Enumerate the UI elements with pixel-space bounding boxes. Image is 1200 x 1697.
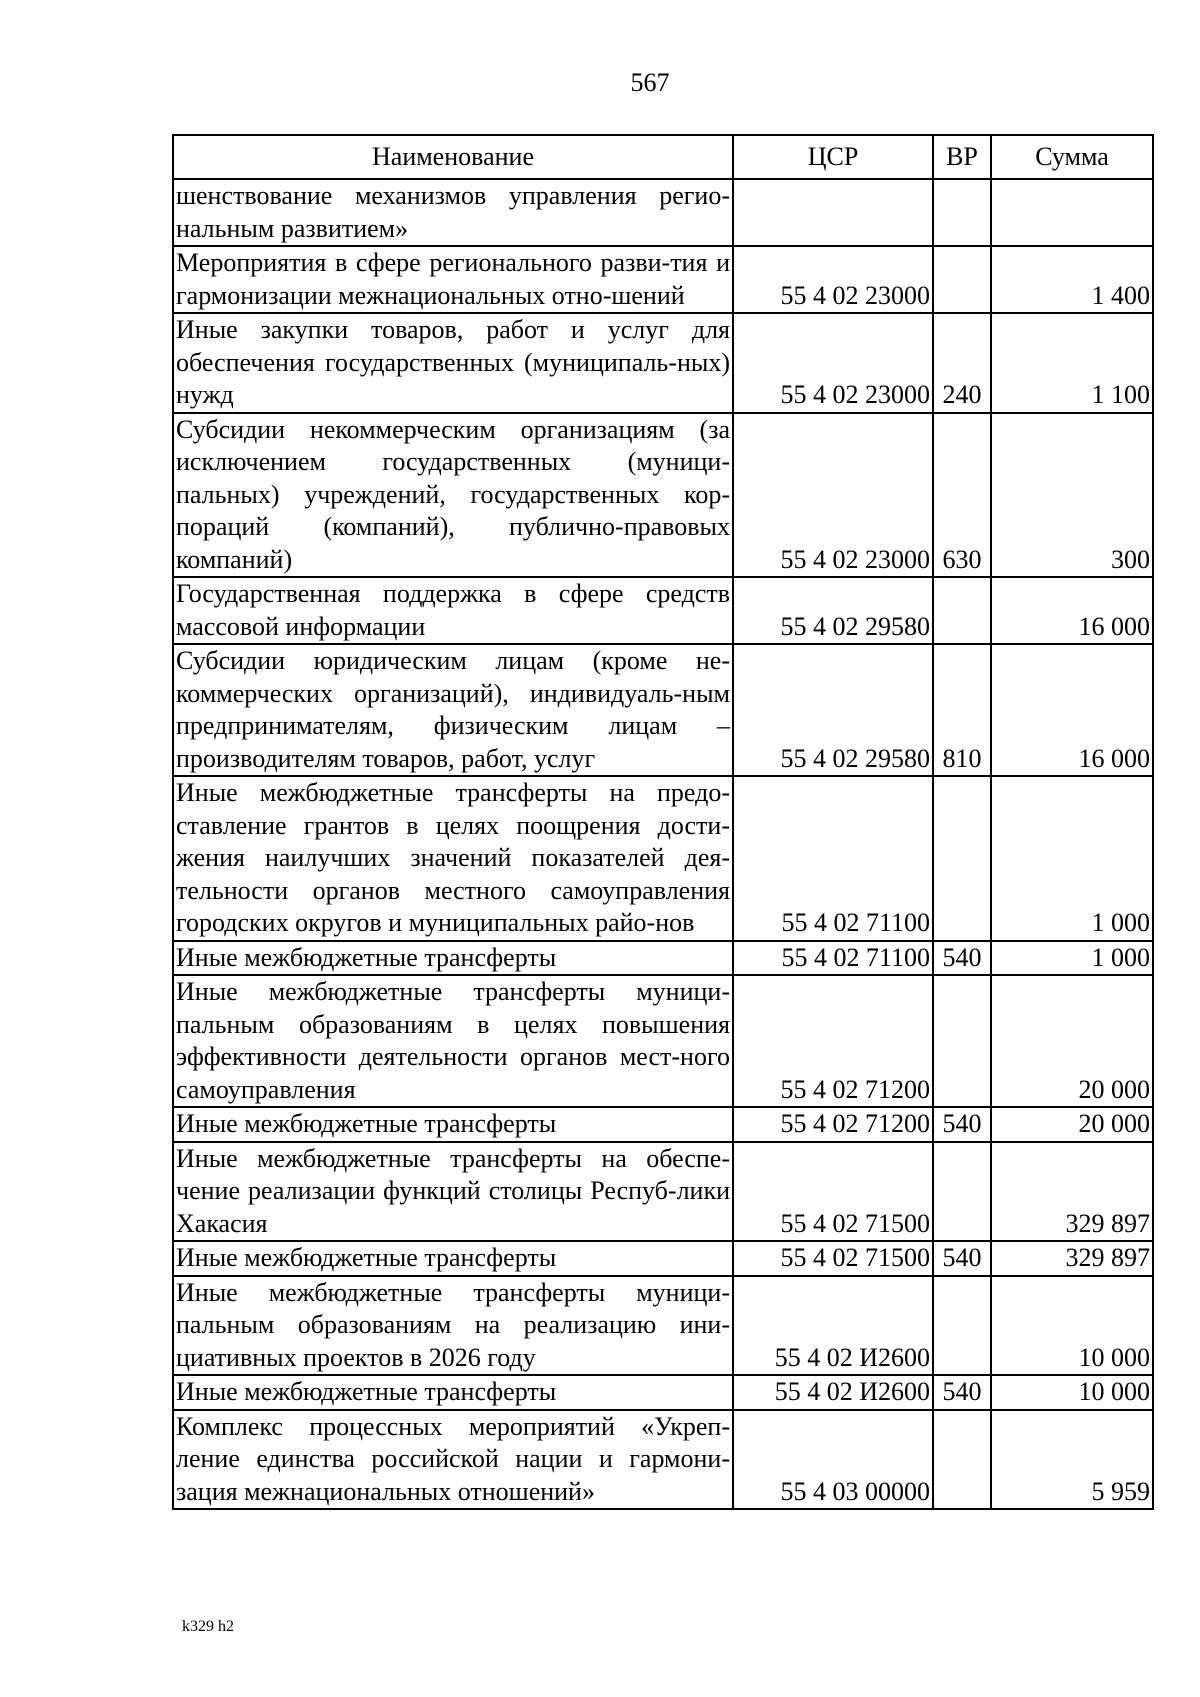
table-row bbox=[173, 1276, 1153, 1376]
row-csr: 55 4 02 И2600 bbox=[733, 1375, 933, 1410]
row-name: Государственная поддержка в сфере средств массовой информации bbox=[173, 577, 733, 644]
header-vr: ВР bbox=[933, 135, 991, 179]
row-csr: 55 4 02 29580 bbox=[733, 644, 933, 776]
row-vr bbox=[933, 246, 991, 313]
row-name: Иные межбюджетные трансферты на предо-ставление грантов в целях поощрения дости-жения наилучших значений показателей дея-тельности органов местного самоуправления городских округов и муниципальных райо-нов bbox=[173, 776, 733, 941]
row-csr: 55 4 03 00000 bbox=[733, 1410, 933, 1510]
row-sum: 329 897 bbox=[991, 1241, 1153, 1276]
table-header bbox=[173, 135, 1153, 179]
row-sum bbox=[991, 179, 1153, 246]
row-vr bbox=[933, 975, 991, 1107]
table-row bbox=[173, 1410, 1153, 1510]
row-vr: 630 bbox=[933, 413, 991, 578]
row-sum: 16 000 bbox=[991, 577, 1153, 644]
row-csr: 55 4 02 71200 bbox=[733, 975, 933, 1107]
header-sum: Сумма bbox=[991, 135, 1153, 179]
row-sum: 16 000 bbox=[991, 644, 1153, 776]
table-row bbox=[173, 975, 1153, 1107]
row-csr: 55 4 02 71100 bbox=[733, 941, 933, 976]
budget-table bbox=[172, 134, 1154, 1510]
row-vr: 540 bbox=[933, 1241, 991, 1276]
table-row bbox=[173, 644, 1153, 776]
row-vr bbox=[933, 179, 991, 246]
table-row bbox=[173, 413, 1153, 578]
page-number bbox=[0, 68, 1200, 98]
row-vr: 540 bbox=[933, 1375, 991, 1410]
row-vr: 240 bbox=[933, 313, 991, 413]
row-csr: 55 4 02 И2600 bbox=[733, 1276, 933, 1376]
row-vr: 540 bbox=[933, 941, 991, 976]
table-row bbox=[173, 1107, 1153, 1142]
row-name: Иные межбюджетные трансферты муници-пальным образованиям на реализацию ини-циативных проектов в 2026 году bbox=[173, 1276, 733, 1376]
row-vr bbox=[933, 1142, 991, 1242]
row-vr: 810 bbox=[933, 644, 991, 776]
row-name: Иные закупки товаров, работ и услуг для обеспечения государственных (муниципаль-ных) нужд bbox=[173, 313, 733, 413]
header-name: Наименование bbox=[173, 135, 733, 179]
row-csr: 55 4 02 23000 bbox=[733, 246, 933, 313]
row-vr: 540 bbox=[933, 1107, 991, 1142]
table-row bbox=[173, 179, 1153, 246]
row-sum: 5 959 bbox=[991, 1410, 1153, 1510]
row-vr bbox=[933, 776, 991, 941]
row-vr bbox=[933, 577, 991, 644]
row-sum: 10 000 bbox=[991, 1276, 1153, 1376]
row-csr: 55 4 02 71200 bbox=[733, 1107, 933, 1142]
row-sum: 20 000 bbox=[991, 975, 1153, 1107]
table-body bbox=[173, 179, 1153, 1509]
row-csr bbox=[733, 179, 933, 246]
table-row bbox=[173, 941, 1153, 976]
footer-document-code: k329 h2 bbox=[182, 1618, 234, 1635]
row-csr: 55 4 02 71500 bbox=[733, 1142, 933, 1242]
header-csr: ЦСР bbox=[733, 135, 933, 179]
row-csr: 55 4 02 23000 bbox=[733, 313, 933, 413]
table-row bbox=[173, 313, 1153, 413]
row-sum: 20 000 bbox=[991, 1107, 1153, 1142]
row-csr: 55 4 02 71100 bbox=[733, 776, 933, 941]
table-row bbox=[173, 776, 1153, 941]
table-row bbox=[173, 1375, 1153, 1410]
row-name: Иные межбюджетные трансферты bbox=[173, 1107, 733, 1142]
row-name: Иные межбюджетные трансферты bbox=[173, 941, 733, 976]
row-csr: 55 4 02 71500 bbox=[733, 1241, 933, 1276]
row-name: Иные межбюджетные трансферты bbox=[173, 1241, 733, 1276]
row-name: Иные межбюджетные трансферты муници-пальным образованиям в целях повышения эффективности деятельности органов мест-ного самоуправления bbox=[173, 975, 733, 1107]
row-sum: 1 100 bbox=[991, 313, 1153, 413]
header-row bbox=[173, 135, 1153, 179]
table-row bbox=[173, 246, 1153, 313]
row-sum: 1 400 bbox=[991, 246, 1153, 313]
row-csr: 55 4 02 29580 bbox=[733, 577, 933, 644]
row-name: Мероприятия в сфере регионального разви-тия и гармонизации межнациональных отно-шений bbox=[173, 246, 733, 313]
table-row bbox=[173, 1142, 1153, 1242]
row-name: Иные межбюджетные трансферты bbox=[173, 1375, 733, 1410]
row-sum: 1 000 bbox=[991, 776, 1153, 941]
page-number-text: 567 bbox=[630, 68, 670, 97]
row-vr bbox=[933, 1410, 991, 1510]
row-name: Субсидии некоммерческим организациям (за исключением государственных (муници-пальных) учреждений, государственных кор-пораций (компаний), публично-правовых компаний) bbox=[173, 413, 733, 578]
row-vr bbox=[933, 1276, 991, 1376]
row-sum: 1 000 bbox=[991, 941, 1153, 976]
row-sum: 10 000 bbox=[991, 1375, 1153, 1410]
row-name: шенствование механизмов управления регио-нальным развитием» bbox=[173, 179, 733, 246]
table-row bbox=[173, 577, 1153, 644]
row-sum: 329 897 bbox=[991, 1142, 1153, 1242]
row-name: Субсидии юридическим лицам (кроме не-коммерческих организаций), индивидуаль-ным предпринимателям, физическим лицам – производителям товаров, работ, услуг bbox=[173, 644, 733, 776]
row-csr: 55 4 02 23000 bbox=[733, 413, 933, 578]
table-row bbox=[173, 1241, 1153, 1276]
row-name: Иные межбюджетные трансферты на обеспе-чение реализации функций столицы Респуб-лики Хакасия bbox=[173, 1142, 733, 1242]
row-name: Комплекс процессных мероприятий «Укреп-ление единства российской нации и гармони-зация межнациональных отношений» bbox=[173, 1410, 733, 1510]
row-sum: 300 bbox=[991, 413, 1153, 578]
